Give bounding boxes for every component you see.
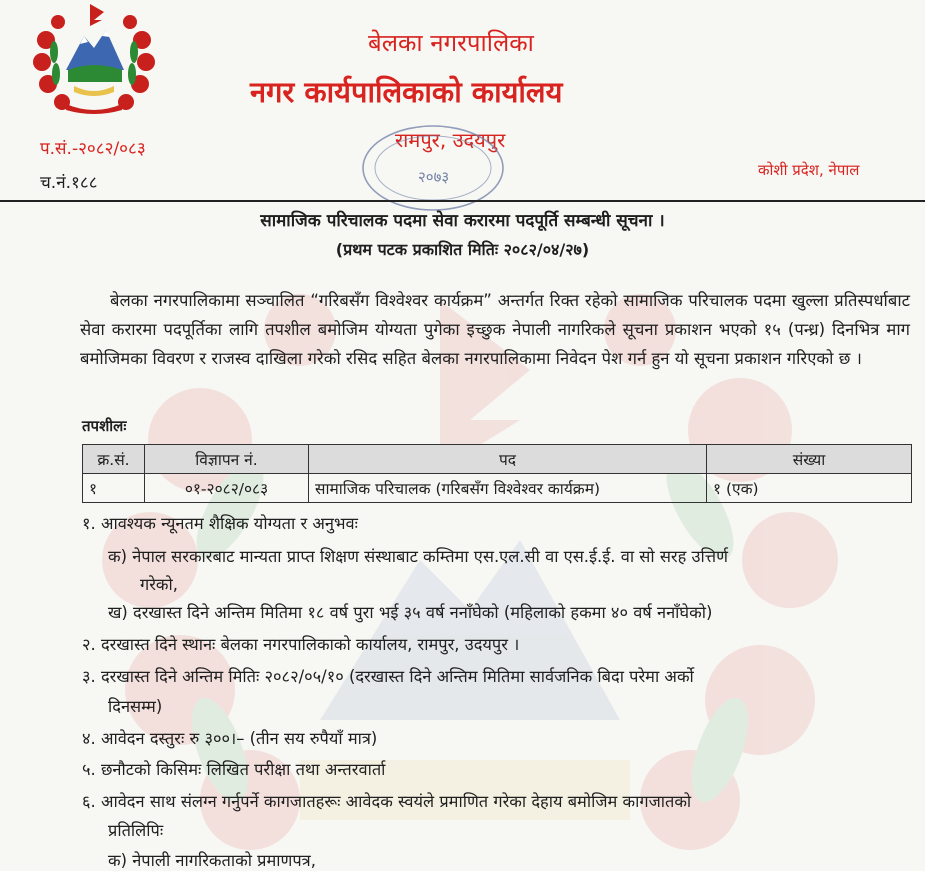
table-cell: १ xyxy=(83,474,145,503)
list-item: गरेको, xyxy=(140,575,178,594)
notice-title: सामाजिक परिचालक पदमा सेवा करारमा पदपूर्ति सम्बन्धी सूचना । xyxy=(260,211,665,231)
reference-number: प.सं.-२०८२/०८३ xyxy=(40,139,146,159)
office-name: नगर कार्यपालिकाको कार्यालय xyxy=(250,75,563,109)
table-cell: सामाजिक परिचालक (गरिबसँग विश्वेश्वर कार्यक्रम) xyxy=(309,474,707,503)
office-stamp xyxy=(358,118,508,218)
office-location: रामपुर, उदयपुर xyxy=(395,128,506,152)
table-row xyxy=(83,474,912,503)
list-item: १. आवश्यक न्यूनतम शैक्षिक योग्यता र अनुभवः xyxy=(82,514,358,533)
table-header: क्र.सं. xyxy=(83,445,145,474)
table-header-row xyxy=(83,445,912,474)
notice-body: बेलका नगरपालिकामा सञ्चालित “गरिबसँग विश्वेश्वर कार्यक्रम” अन्तर्गत रिक्त रहेको सामाजिक परिचालक पदमा खुल्ला प्रतिस्पर्धाबाट सेवा करारमा पदपूर्तिका लागि तपशील बमोजिम योग्यता पुगेका इच्छुक नेपाली नागरिकले सूचना प्रकाशन भएको १५ (पन्ध्र) दिनभित्र माग बमोजिमका विवरण र राजस्व दाखिला गरेको रसिद सहित बेलका नगरपालिकामा निवेदन पेश गर्न हुन यो सूचना प्रकाशन गरिएको छ । xyxy=(80,291,910,368)
list-item: ६. आवेदन साथ संलग्न गर्नुपर्ने कागजातहरूः आवेदक स्वयंले प्रमाणित गरेका देहाय बमोजिम कागजातको xyxy=(82,792,692,811)
table-header: संख्या xyxy=(707,445,912,474)
nepal-emblem-logo xyxy=(28,0,160,118)
province-label: कोशी प्रदेश, नेपाल xyxy=(758,161,860,179)
header-divider xyxy=(0,200,925,202)
table-cell: ०१-२०८२/०८३ xyxy=(145,474,309,503)
vacancy-table xyxy=(82,444,912,503)
list-item: ख) दरखास्त दिने अन्तिम मितिमा १८ वर्ष पुरा भई ३५ वर्ष ननाँघेको (महिलाको हकमा ४० वर्ष ननाँघेको) xyxy=(108,603,713,622)
list-item: २. दरखास्त दिने स्थानः बेलका नगरपालिकाको कार्यालय, रामपुर, उदयपुर । xyxy=(82,635,520,654)
municipality-name: बेलका नगरपालिका xyxy=(368,29,534,57)
table-header: विज्ञापन नं. xyxy=(145,445,309,474)
list-item: प्रतिलिपिः xyxy=(108,821,164,840)
list-item: क) नेपाली नागरिकताको प्रमाणपत्र, xyxy=(108,851,316,870)
dispatch-number: च.नं.१८८ xyxy=(40,173,98,193)
table-header: पद xyxy=(309,445,707,474)
table-cell: १ (एक) xyxy=(707,474,912,503)
stamp-year: २०७३ xyxy=(418,168,450,186)
list-item: दिनसम्म) xyxy=(108,697,163,716)
list-item: ३. दरखास्त दिने अन्तिम मितिः २०८२/०५/१० (दरखास्त दिने अन्तिम मितिमा सार्वजनिक बिदा परेमा अर्को xyxy=(82,667,694,686)
details-label: तपशीलः xyxy=(82,417,127,435)
list-item: ५. छनौटको किसिमः लिखित परीक्षा तथा अन्तरवार्ता xyxy=(82,760,386,779)
notice-subtitle: (प्रथम पटक प्रकाशित मितिः २०८२/०४/२७) xyxy=(335,240,590,259)
list-item: क) नेपाल सरकारबाट मान्यता प्राप्त शिक्षण संस्थाबाट कम्तिमा एस.एल.सी वा एस.ई.ई. वा सो सरह उत्तिर्ण xyxy=(108,547,728,566)
list-item: ४. आवेदन दस्तुरः रु ३००।– (तीन सय रुपैयाँ मात्र) xyxy=(82,729,378,748)
